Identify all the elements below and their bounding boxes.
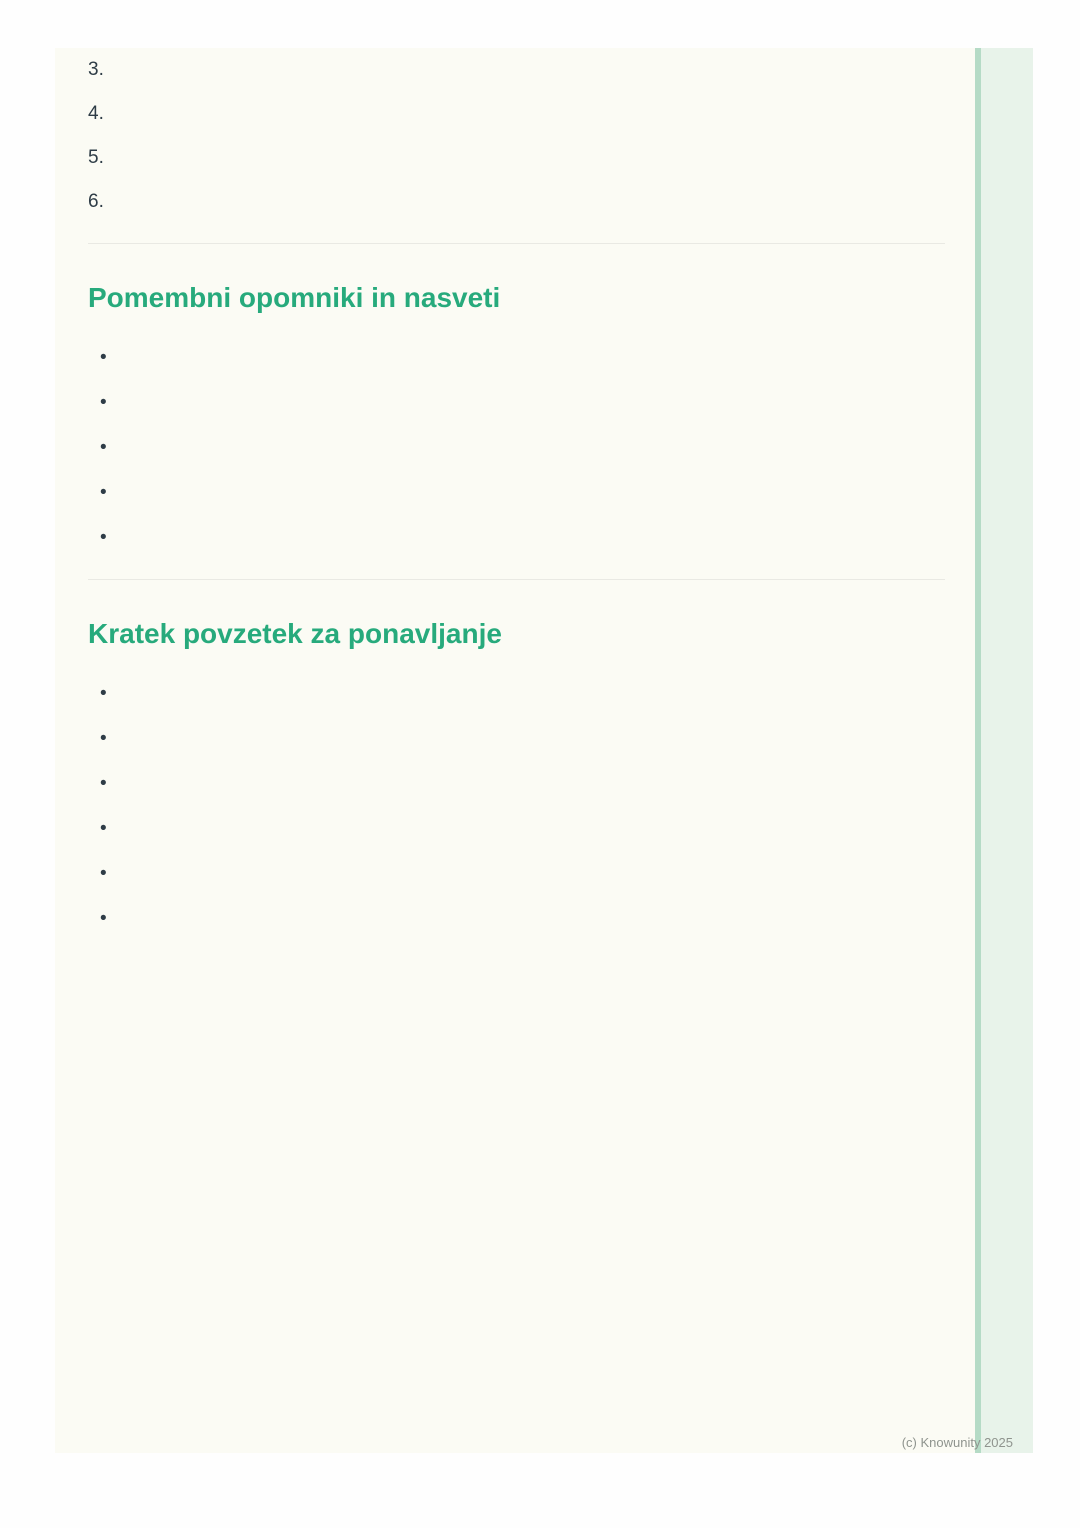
- list-item: [100, 768, 945, 799]
- list-marker: •: [100, 683, 107, 704]
- section-heading: Kratek povzetek za ponavljanje: [88, 618, 502, 649]
- list-marker: •: [100, 773, 107, 794]
- list-marker: •: [100, 818, 107, 839]
- list-marker: •: [100, 908, 107, 929]
- list-marker: 5.: [88, 147, 104, 168]
- list-item: [100, 342, 945, 373]
- list-marker: 4.: [88, 103, 104, 124]
- list-item: [88, 186, 945, 217]
- list-item: [100, 477, 945, 508]
- list-marker: •: [100, 392, 107, 413]
- list-item: [100, 723, 945, 754]
- list-marker: •: [100, 728, 107, 749]
- section-divider: [88, 579, 945, 580]
- list-item: [100, 678, 945, 709]
- list-item: [88, 142, 945, 173]
- list-item: [100, 903, 945, 934]
- list-marker: •: [100, 527, 107, 548]
- list-marker: •: [100, 482, 107, 503]
- bullet-list: [88, 678, 945, 934]
- list-marker: 3.: [88, 59, 104, 80]
- list-marker: •: [100, 347, 107, 368]
- list-marker: •: [100, 437, 107, 458]
- numbered-list: [88, 54, 945, 217]
- copyright-footer: (c) Knowunity 2025: [901, 1435, 1013, 1450]
- list-item: [100, 858, 945, 889]
- list-item: [100, 387, 945, 418]
- section-heading: Pomembni opomniki in nasveti: [88, 282, 501, 313]
- document-page: [55, 48, 1033, 1453]
- list-marker: •: [100, 863, 107, 884]
- list-item: [100, 522, 945, 553]
- list-item: [100, 432, 945, 463]
- section-divider: [88, 243, 945, 244]
- list-item: [88, 98, 945, 129]
- bullet-list: [88, 342, 945, 553]
- list-marker: 6.: [88, 191, 104, 212]
- list-item: [88, 54, 945, 85]
- page-accent-stripe: [981, 48, 1033, 1453]
- list-item: [100, 813, 945, 844]
- document-content: [88, 54, 945, 934]
